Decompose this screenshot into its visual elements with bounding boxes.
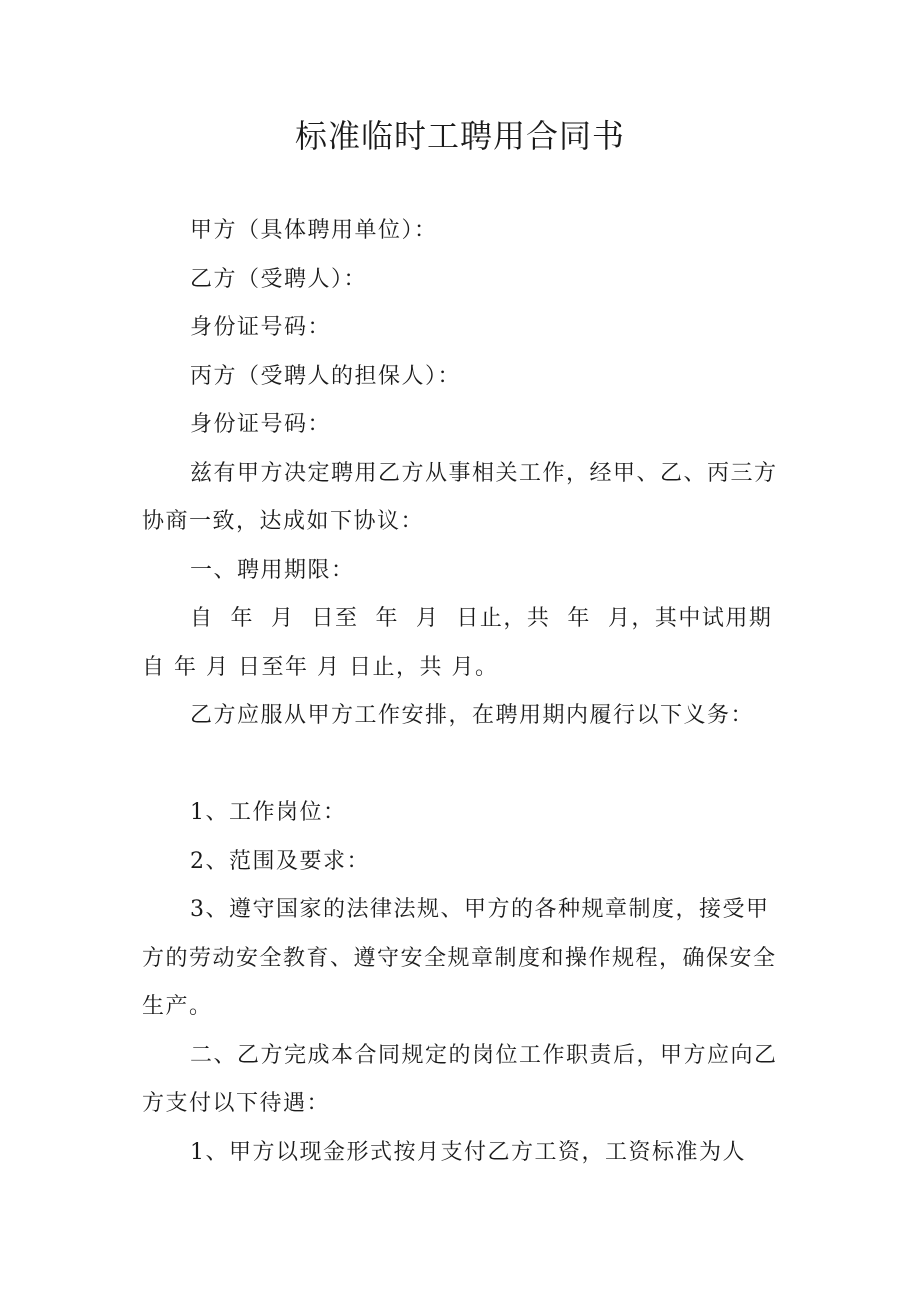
section-1-heading: 一、聘用期限： <box>190 557 355 583</box>
document-title: 标准临时工聘用合同书 <box>294 117 625 155</box>
party-c-line: 丙方（受聘人的担保人）： <box>190 363 462 389</box>
section-2-heading: 二、乙方完成本合同规定的岗位工作职责后，甲方应向乙方支付以下待遇： <box>142 1042 778 1116</box>
term-period: 自 年 月 日至 年 月 日止，共 年 月，其中试用期自 年 月 日至年 月 日止，共 月。 <box>142 606 773 680</box>
blank-line <box>142 741 778 790</box>
document-body <box>142 207 778 1177</box>
party-b-id-line: 身份证号码： <box>190 315 332 340</box>
obligation-1: 1、工作岗位： <box>190 800 347 825</box>
benefit-1: 1、甲方以现金形式按月支付乙方工资，工资标准为人 <box>190 1139 746 1165</box>
agreement-intro: 兹有甲方决定聘用乙方从事相关工作，经甲、乙、丙三方协商一致，达成如下协议： <box>142 460 778 534</box>
obligation-2: 2、范围及要求： <box>190 848 370 874</box>
party-a-line: 甲方（具体聘用单位）： <box>190 218 438 243</box>
obligations-intro: 乙方应服从甲方工作安排，在聘用期内履行以下义务： <box>190 703 755 728</box>
party-b-line: 乙方（受聘人）： <box>190 266 368 292</box>
party-c-id-line: 身份证号码： <box>190 412 332 437</box>
obligation-3: 3、遵守国家的法律法规、甲方的各种规章制度，接受甲方的劳动安全教育、遵守安全规章制度和操作规程，确保安全生产。 <box>142 897 777 1019</box>
